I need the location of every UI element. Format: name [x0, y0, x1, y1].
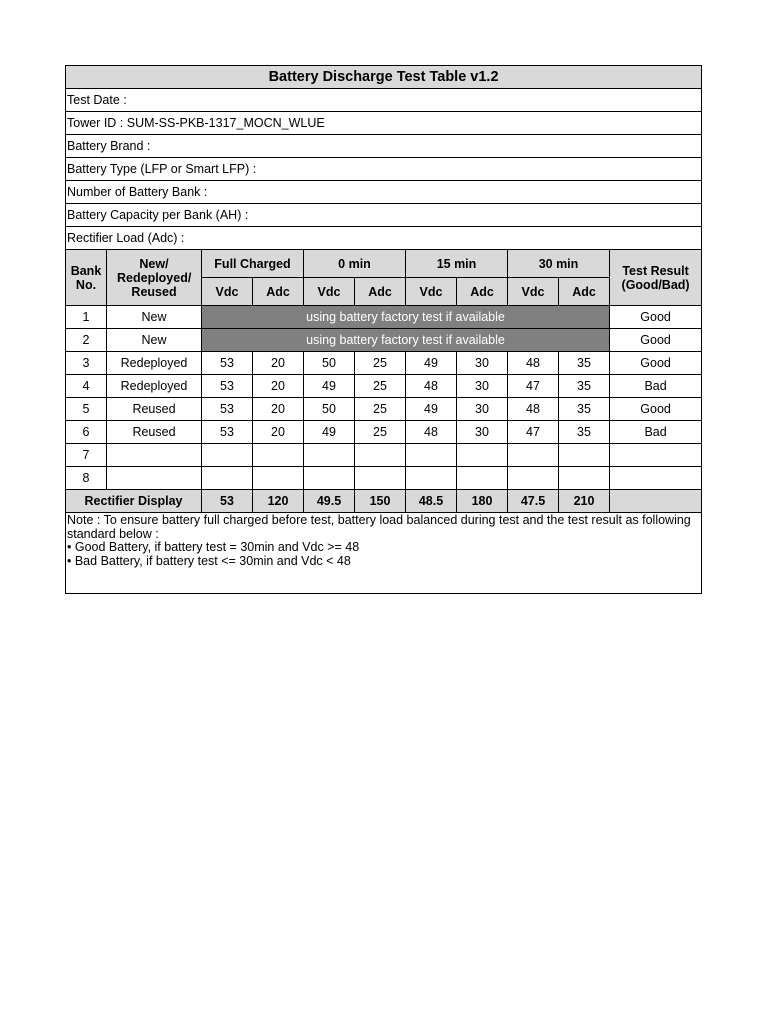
header-adc: Adc [355, 278, 406, 306]
adc-cell [355, 467, 406, 490]
adc-cell: 20 [253, 352, 304, 375]
adc-cell [457, 467, 508, 490]
adc-cell: 30 [457, 421, 508, 444]
header-vdc: Vdc [406, 278, 457, 306]
bank-no-cell: 3 [66, 352, 107, 375]
adc-cell: 25 [355, 352, 406, 375]
adc-cell: 30 [457, 375, 508, 398]
footer-result-cell [610, 490, 702, 513]
vdc-cell: 48 [508, 352, 559, 375]
status-cell: Reused [107, 398, 202, 421]
factory-test-note-cell: using battery factory test if available [202, 306, 610, 329]
status-cell: Reused [107, 421, 202, 444]
table-row [66, 467, 702, 490]
rectifier-display-row [66, 490, 702, 513]
adc-cell: 35 [559, 421, 610, 444]
note-row [66, 513, 702, 594]
vdc-cell: 53 [202, 375, 253, 398]
factory-test-note-cell: using battery factory test if available [202, 329, 610, 352]
vdc-cell: 49 [406, 352, 457, 375]
table-row [66, 329, 702, 352]
status-cell: Redeployed [107, 375, 202, 398]
status-cell: Redeployed [107, 352, 202, 375]
adc-cell [253, 444, 304, 467]
header-adc: Adc [559, 278, 610, 306]
adc-cell: 25 [355, 375, 406, 398]
rectifier-load-field: Rectifier Load (Adc) : [66, 227, 702, 250]
bank-no-cell: 2 [66, 329, 107, 352]
footer-vdc-cell: 53 [202, 490, 253, 513]
footer-adc-cell: 180 [457, 490, 508, 513]
battery-discharge-table [65, 65, 702, 594]
vdc-cell [304, 467, 355, 490]
status-cell: New [107, 329, 202, 352]
footer-adc-cell: 150 [355, 490, 406, 513]
adc-cell [253, 467, 304, 490]
header-0-min: 0 min [304, 250, 406, 278]
vdc-cell: 49 [304, 421, 355, 444]
table-row [66, 398, 702, 421]
test-date-field: Test Date : [66, 89, 702, 112]
vdc-cell: 50 [304, 398, 355, 421]
battery-brand-field: Battery Brand : [66, 135, 702, 158]
header-vdc: Vdc [202, 278, 253, 306]
vdc-cell: 50 [304, 352, 355, 375]
vdc-cell: 48 [406, 375, 457, 398]
status-cell [107, 467, 202, 490]
header-vdc: Vdc [508, 278, 559, 306]
vdc-cell: 49 [304, 375, 355, 398]
header-full-charged: Full Charged [202, 250, 304, 278]
vdc-cell: 49 [406, 398, 457, 421]
test-result-cell: Good [610, 352, 702, 375]
battery-discharge-sheet [65, 65, 701, 594]
adc-cell: 35 [559, 352, 610, 375]
footer-vdc-cell: 49.5 [304, 490, 355, 513]
battery-type-field: Battery Type (LFP or Smart LFP) : [66, 158, 702, 181]
adc-cell: 25 [355, 421, 406, 444]
note-line1: Note : To ensure battery full charged before test, battery load balanced during test and the test result as following standard below : [67, 513, 691, 541]
status-cell [107, 444, 202, 467]
test-result-cell: Bad [610, 375, 702, 398]
test-result-cell: Good [610, 306, 702, 329]
vdc-cell [508, 444, 559, 467]
vdc-cell: 47 [508, 421, 559, 444]
header-test-result: Test Result (Good/Bad) [610, 250, 702, 306]
header-vdc: Vdc [304, 278, 355, 306]
table-row [66, 306, 702, 329]
bank-no-cell: 1 [66, 306, 107, 329]
table-row [66, 444, 702, 467]
vdc-cell: 53 [202, 421, 253, 444]
status-cell: New [107, 306, 202, 329]
test-result-cell: Bad [610, 421, 702, 444]
note-line2: • Good Battery, if battery test = 30min and Vdc >= 48 [67, 540, 360, 554]
test-result-cell: Good [610, 398, 702, 421]
adc-cell: 20 [253, 421, 304, 444]
vdc-cell: 53 [202, 352, 253, 375]
table-row [66, 352, 702, 375]
header-status: New/ Redeployed/ Reused [107, 250, 202, 306]
table-row [66, 375, 702, 398]
adc-cell [559, 444, 610, 467]
bank-no-cell: 6 [66, 421, 107, 444]
vdc-cell [202, 444, 253, 467]
note-line3: • Bad Battery, if battery test <= 30min and Vdc < 48 [67, 553, 351, 568]
note-cell [66, 513, 702, 594]
vdc-cell [508, 467, 559, 490]
footer-vdc-cell: 47.5 [508, 490, 559, 513]
rectifier-display-label: Rectifier Display [66, 490, 202, 513]
capacity-per-bank-field: Battery Capacity per Bank (AH) : [66, 204, 702, 227]
adc-cell [559, 467, 610, 490]
adc-cell: 25 [355, 398, 406, 421]
bank-no-cell: 8 [66, 467, 107, 490]
footer-adc-cell: 120 [253, 490, 304, 513]
adc-cell: 30 [457, 352, 508, 375]
adc-cell [355, 444, 406, 467]
bank-no-cell: 4 [66, 375, 107, 398]
table-row [66, 421, 702, 444]
adc-cell: 35 [559, 375, 610, 398]
vdc-cell [406, 467, 457, 490]
vdc-cell: 53 [202, 398, 253, 421]
tower-id-field: Tower ID : SUM-SS-PKB-1317_MOCN_WLUE [66, 112, 702, 135]
adc-cell: 35 [559, 398, 610, 421]
header-15-min: 15 min [406, 250, 508, 278]
footer-adc-cell: 210 [559, 490, 610, 513]
vdc-cell [406, 444, 457, 467]
bank-no-cell: 5 [66, 398, 107, 421]
header-30-min: 30 min [508, 250, 610, 278]
adc-cell [457, 444, 508, 467]
adc-cell: 30 [457, 398, 508, 421]
table-title: Battery Discharge Test Table v1.2 [66, 66, 702, 89]
adc-cell: 20 [253, 398, 304, 421]
footer-vdc-cell: 48.5 [406, 490, 457, 513]
vdc-cell: 47 [508, 375, 559, 398]
header-adc: Adc [457, 278, 508, 306]
test-result-cell: Good [610, 329, 702, 352]
adc-cell: 20 [253, 375, 304, 398]
header-adc: Adc [253, 278, 304, 306]
test-result-cell [610, 467, 702, 490]
vdc-cell [304, 444, 355, 467]
bank-no-cell: 7 [66, 444, 107, 467]
test-result-cell [610, 444, 702, 467]
header-bank-no: Bank No. [66, 250, 107, 306]
number-of-banks-field: Number of Battery Bank : [66, 181, 702, 204]
vdc-cell [202, 467, 253, 490]
vdc-cell: 48 [508, 398, 559, 421]
vdc-cell: 48 [406, 421, 457, 444]
